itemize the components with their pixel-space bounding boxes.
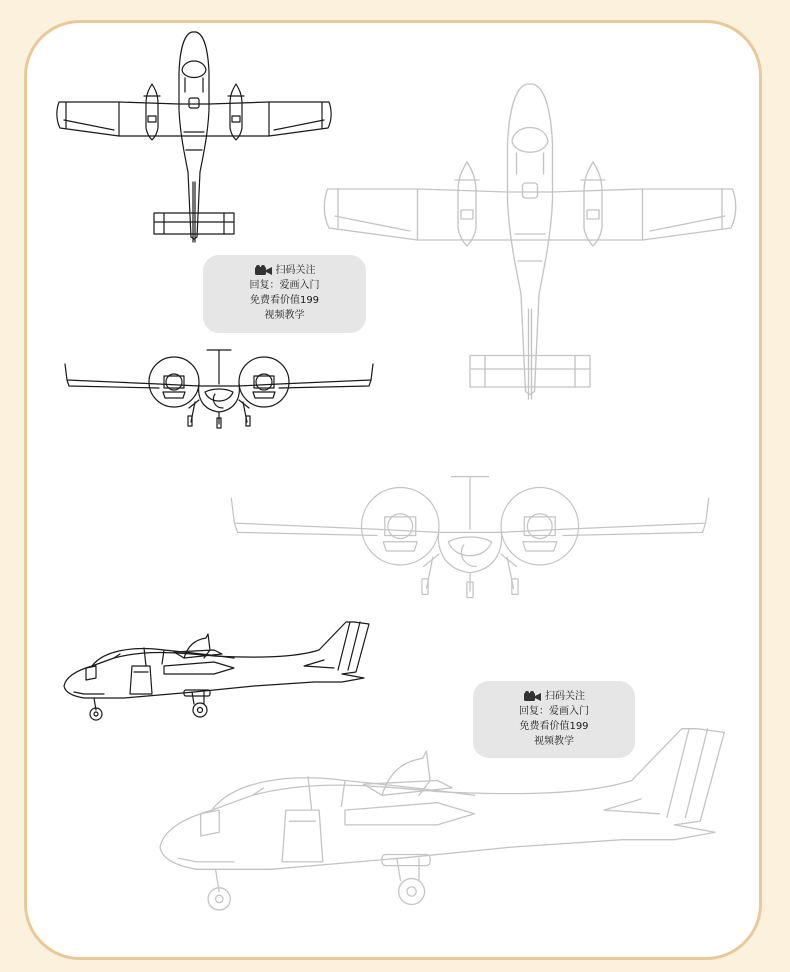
front-view-drawing (65, 350, 373, 428)
badge-reply-text: 回复：爱画入门 (249, 280, 320, 291)
badge-offer-text: 免费看价值199 (249, 295, 320, 306)
info-badge (203, 255, 366, 333)
side-view-drawing (64, 622, 369, 720)
side-view-guide-drawing (160, 729, 724, 910)
badge-lesson-text: 视频教学 (534, 736, 574, 747)
info-badge (473, 681, 635, 758)
video-camera-icon (523, 691, 543, 703)
badge-offer-text: 免费看价值199 (519, 721, 589, 732)
badge-reply-text: 回复：爱画入门 (519, 706, 589, 717)
front-view-guide-drawing (231, 477, 708, 598)
badge-scan-text: 扫码关注 (275, 265, 316, 276)
top-view-drawing (57, 32, 331, 242)
badge-scan-text: 扫码关注 (545, 691, 585, 702)
video-camera-icon (254, 265, 274, 277)
top-view-guide-drawing (324, 84, 735, 399)
badge-lesson-text: 视频教学 (264, 310, 305, 321)
